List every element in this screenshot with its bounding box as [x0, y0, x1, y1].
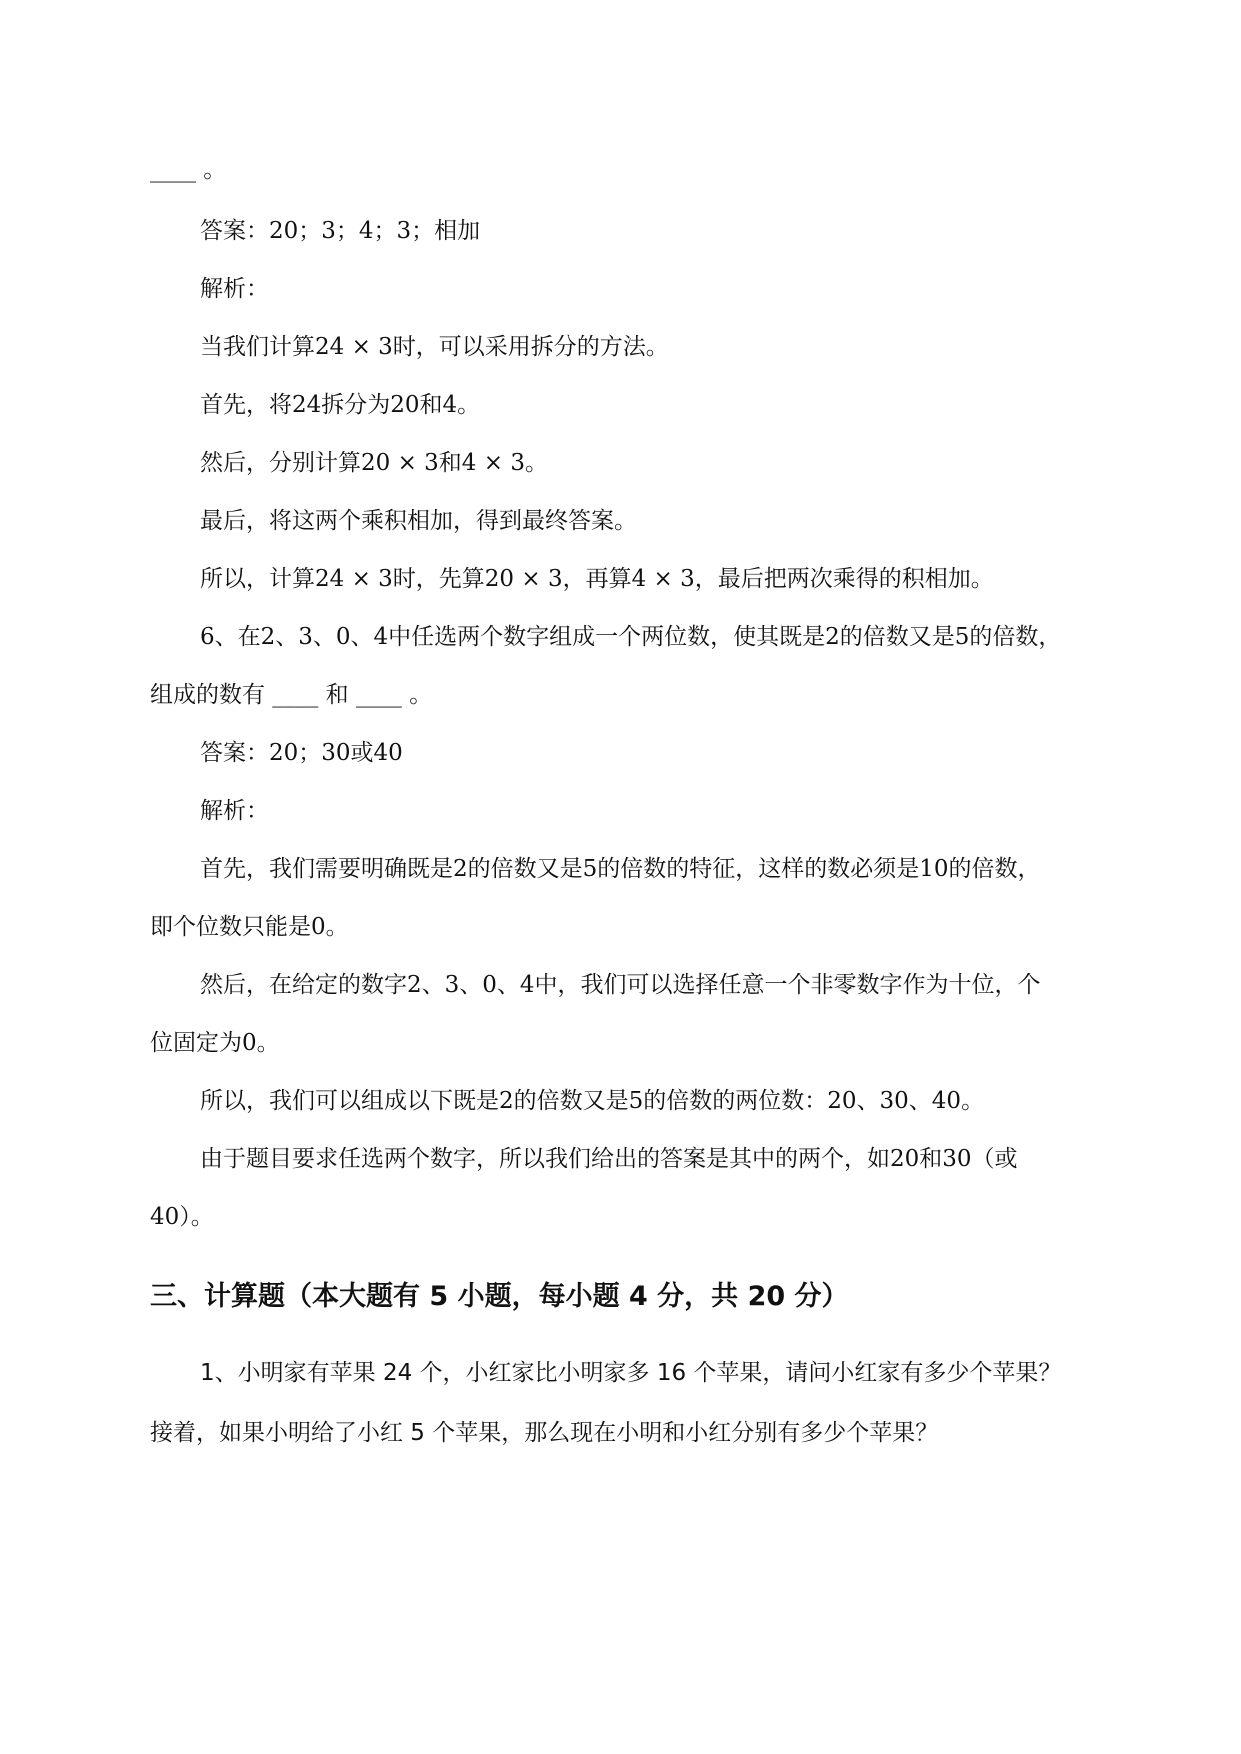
analysis-q5-line2: 首先，将24拆分为20和4。 [200, 392, 481, 418]
blank-line-end: ____ 。 [150, 157, 227, 183]
answer-q5: 答案：20；3；4；3；相加 [200, 218, 481, 244]
question-6-line2: 组成的数有 ____ 和 ____ 。 [150, 682, 433, 708]
analysis-q5-line5: 所以，计算24 × 3时，先算20 × 3，再算4 × 3，最后把两次乘得的积相加。 [200, 566, 994, 592]
calc-question-1-line2: 接着，如果小明给了小红 5 个苹果，那么现在小明和小红分别有多少个苹果？ [150, 1420, 939, 1446]
analysis-q5-line1: 当我们计算24 × 3时，可以采用拆分的方法。 [200, 334, 669, 360]
analysis-q6-line5: 所以，我们可以组成以下既是2的倍数又是5的倍数的两位数：20、30、40。 [200, 1088, 985, 1114]
calc-question-1-line1: 1、小明家有苹果 24 个，小红家比小明家多 16 个苹果，请问小红家有多少个苹果？ [200, 1360, 1062, 1386]
analysis-q6-line2: 即个位数只能是0。 [150, 914, 349, 940]
answer-q6: 答案：20；30或40 [200, 740, 403, 766]
analysis-label-q6: 解析： [200, 798, 269, 824]
analysis-q6-line1: 首先，我们需要明确既是2的倍数又是5的倍数的特征，这样的数必须是10的倍数， [200, 856, 1041, 882]
analysis-q5-line3: 然后，分别计算20 × 3和4 × 3。 [200, 450, 548, 476]
question-6-line1: 6、在2、3、0、4中任选两个数字组成一个两位数，使其既是2的倍数又是5的倍数， [200, 624, 1062, 650]
analysis-q6-line7: 40）。 [150, 1204, 214, 1230]
analysis-label-q5: 解析： [200, 276, 269, 302]
analysis-q6-line4: 位固定为0。 [150, 1030, 280, 1056]
analysis-q6-line6: 由于题目要求任选两个数字，所以我们给出的答案是其中的两个，如20和30（或 [200, 1146, 1018, 1172]
section-heading: 三、计算题（本大题有 5 小题，每小题 4 分，共 20 分） [150, 1281, 849, 1312]
analysis-q5-line4: 最后，将这两个乘积相加，得到最终答案。 [200, 508, 637, 534]
analysis-q6-line3: 然后，在给定的数字2、3、0、4中，我们可以选择任意一个非零数字作为十位，个 [200, 972, 1041, 998]
